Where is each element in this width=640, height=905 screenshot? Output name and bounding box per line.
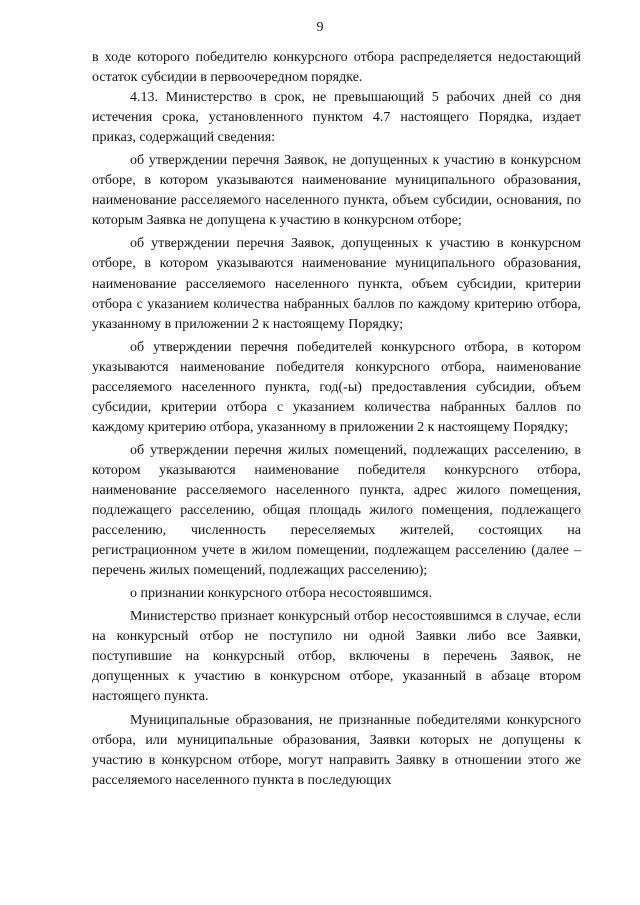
paragraph-housing-list: об утверждении перечня жилых помещений, подлежащих расселению, в котором указываются наименование победителя конкурсного отбора, наименование расселяемого населенного пункта, адрес жилого помещения, подлежащего расселению, общая площадь жилого помещения, подлежащего расселению, численность переселяемых жителей, состоящих на регистрационном учете в жилом помещении, подлежащем расселению (далее – перечень жилых помещений, подлежащих расселению); — [92, 442, 581, 579]
document-body — [92, 48, 581, 791]
paragraph-rejected-list: об утверждении перечня Заявок, не допущенных к участию в конкурсном отборе, в котором указываются наименование муниципального образования, наименование расселяемого населенного пункта, объем субсидии, основания, по которым Заявка не допущена к участию в конкурсном отборе; — [92, 153, 581, 229]
paragraph-failed-selection: о признании конкурсного отбора несостоявшимся. — [130, 586, 433, 602]
paragraph-resubmission: Муниципальные образования, не признанные победителями конкурсного отбора, или муниципальные образования, Заявки которых не допущены к участию в конкурсном отборе, могут направить Заявку в отношении этого же расселяемого населенного пункта в последующих — [92, 712, 581, 788]
paragraph-failure-conditions: Министерство признает конкурсный отбор несостоявшимся в случае, если на конкурсный отбор не поступило ни одной Заявки либо все Заявки, поступившие на конкурсный отбор, включены в перечень Заявок, не допущенных к участию в конкурсном отборе, указанный в абзаце втором настоящего пункта. — [92, 609, 581, 705]
paragraph-4-13: 4.13. Министерство в срок, не превышающий 5 рабочих дней со дня истечения срока, установленного пунктом 4.7 настоящего Порядка, издает приказ, содержащий сведения: — [92, 90, 581, 146]
paragraph-winners-list: об утверждении перечня победителей конкурсного отбора, в котором указываются наименование победителя конкурсного отбора, наименование расселяемого населенного пункта, год(-ы) предоставления субсидии, объем субсидии, критерии отбора с указанием количества набранных баллов по каждому критерию отбора, указанному в приложении 2 к настоящему Порядку; — [92, 339, 581, 435]
paragraph-admitted-list: об утверждении перечня Заявок, допущенных к участию в конкурсном отборе, в котором указываются наименование муниципального образования, наименование расселяемого населенного пункта, объем субсидии, критерии отбора с указанием количества набранных баллов по каждому критерию отбора, указанному в приложении 2 к настоящему Порядку; — [92, 236, 581, 332]
paragraph-continuation: в ходе которого победителю конкурсного отбора распределяется недостающий остаток субсидии в первоочередном порядке. — [92, 50, 581, 86]
page-number: 9 — [316, 20, 324, 35]
